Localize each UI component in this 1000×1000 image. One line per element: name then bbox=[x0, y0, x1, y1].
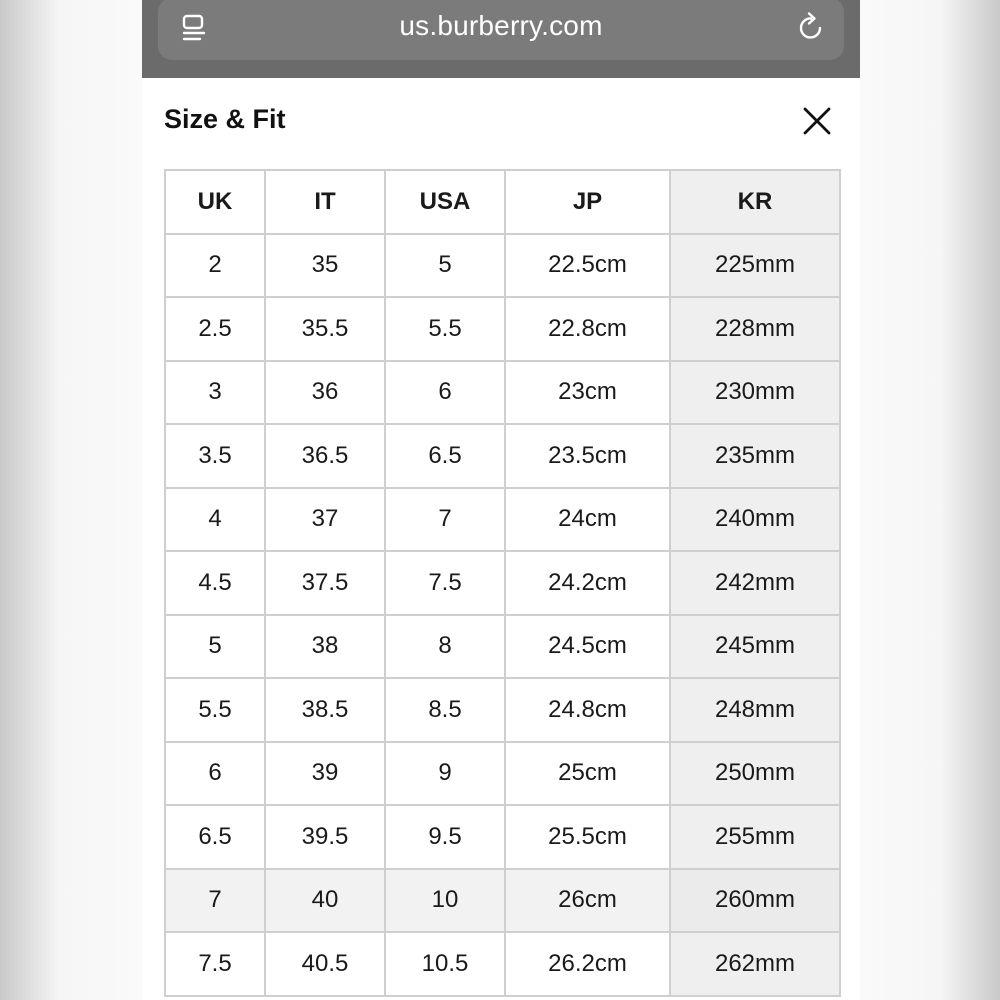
cell-kr: 242mm bbox=[670, 551, 840, 615]
table-header-row bbox=[165, 170, 840, 234]
cell-kr: 225mm bbox=[670, 234, 840, 298]
table-row bbox=[165, 805, 840, 869]
table-row bbox=[165, 234, 840, 298]
cell-it: 38 bbox=[265, 615, 385, 679]
cell-kr: 250mm bbox=[670, 742, 840, 806]
cell-usa: 6 bbox=[385, 361, 505, 425]
column-header-kr: KR bbox=[670, 170, 840, 234]
phone-screen bbox=[142, 0, 860, 1000]
cell-jp: 25cm bbox=[505, 742, 670, 806]
cell-usa: 9.5 bbox=[385, 805, 505, 869]
cell-jp: 23.5cm bbox=[505, 424, 670, 488]
cell-it: 40 bbox=[265, 869, 385, 933]
table-row bbox=[165, 678, 840, 742]
cell-it: 40.5 bbox=[265, 932, 385, 996]
cell-it: 37.5 bbox=[265, 551, 385, 615]
size-conversion-table bbox=[164, 169, 841, 997]
cell-jp: 24.2cm bbox=[505, 551, 670, 615]
modal-header bbox=[142, 78, 860, 170]
cell-usa: 8 bbox=[385, 615, 505, 679]
table-row bbox=[165, 742, 840, 806]
column-header-usa: USA bbox=[385, 170, 505, 234]
cell-jp: 22.8cm bbox=[505, 297, 670, 361]
cell-uk: 2 bbox=[165, 234, 265, 298]
table-row bbox=[165, 869, 840, 933]
cell-kr: 248mm bbox=[670, 678, 840, 742]
table-row bbox=[165, 932, 840, 996]
cell-kr: 235mm bbox=[670, 424, 840, 488]
column-header-uk: UK bbox=[165, 170, 265, 234]
cell-jp: 23cm bbox=[505, 361, 670, 425]
cell-it: 36 bbox=[265, 361, 385, 425]
cell-kr: 230mm bbox=[670, 361, 840, 425]
cell-usa: 5 bbox=[385, 234, 505, 298]
cell-uk: 2.5 bbox=[165, 297, 265, 361]
cell-usa: 9 bbox=[385, 742, 505, 806]
cell-uk: 3.5 bbox=[165, 424, 265, 488]
cell-jp: 22.5cm bbox=[505, 234, 670, 298]
cell-uk: 5 bbox=[165, 615, 265, 679]
cell-kr: 240mm bbox=[670, 488, 840, 552]
cell-uk: 6.5 bbox=[165, 805, 265, 869]
cell-jp: 26cm bbox=[505, 869, 670, 933]
cell-it: 37 bbox=[265, 488, 385, 552]
cell-kr: 255mm bbox=[670, 805, 840, 869]
cell-it: 36.5 bbox=[265, 424, 385, 488]
cell-kr: 245mm bbox=[670, 615, 840, 679]
column-header-jp: JP bbox=[505, 170, 670, 234]
cell-uk: 5.5 bbox=[165, 678, 265, 742]
table-row bbox=[165, 615, 840, 679]
table-row bbox=[165, 424, 840, 488]
cell-it: 39 bbox=[265, 742, 385, 806]
cell-uk: 4 bbox=[165, 488, 265, 552]
cell-kr: 262mm bbox=[670, 932, 840, 996]
cell-jp: 26.2cm bbox=[505, 932, 670, 996]
cell-kr: 260mm bbox=[670, 869, 840, 933]
cell-uk: 7.5 bbox=[165, 932, 265, 996]
cell-it: 38.5 bbox=[265, 678, 385, 742]
url-field[interactable] bbox=[158, 0, 844, 60]
table-row bbox=[165, 297, 840, 361]
cell-usa: 7 bbox=[385, 488, 505, 552]
cell-uk: 7 bbox=[165, 869, 265, 933]
cell-uk: 4.5 bbox=[165, 551, 265, 615]
url-text[interactable]: us.burberry.com bbox=[399, 10, 603, 41]
cell-it: 35.5 bbox=[265, 297, 385, 361]
table-row bbox=[165, 488, 840, 552]
cell-usa: 7.5 bbox=[385, 551, 505, 615]
cell-kr: 228mm bbox=[670, 297, 840, 361]
close-icon[interactable] bbox=[800, 104, 834, 138]
cell-jp: 24cm bbox=[505, 488, 670, 552]
cell-uk: 6 bbox=[165, 742, 265, 806]
table-row bbox=[165, 361, 840, 425]
column-header-it: IT bbox=[265, 170, 385, 234]
cell-it: 39.5 bbox=[265, 805, 385, 869]
cell-it: 35 bbox=[265, 234, 385, 298]
cell-usa: 6.5 bbox=[385, 424, 505, 488]
reload-icon[interactable] bbox=[794, 10, 828, 44]
cell-usa: 5.5 bbox=[385, 297, 505, 361]
table-row bbox=[165, 551, 840, 615]
modal-title: Size & Fit bbox=[164, 104, 286, 134]
cell-usa: 8.5 bbox=[385, 678, 505, 742]
cell-uk: 3 bbox=[165, 361, 265, 425]
browser-address-bar bbox=[142, 0, 860, 78]
cell-jp: 25.5cm bbox=[505, 805, 670, 869]
cell-jp: 24.5cm bbox=[505, 615, 670, 679]
cell-jp: 24.8cm bbox=[505, 678, 670, 742]
cell-usa: 10 bbox=[385, 869, 505, 933]
cell-usa: 10.5 bbox=[385, 932, 505, 996]
